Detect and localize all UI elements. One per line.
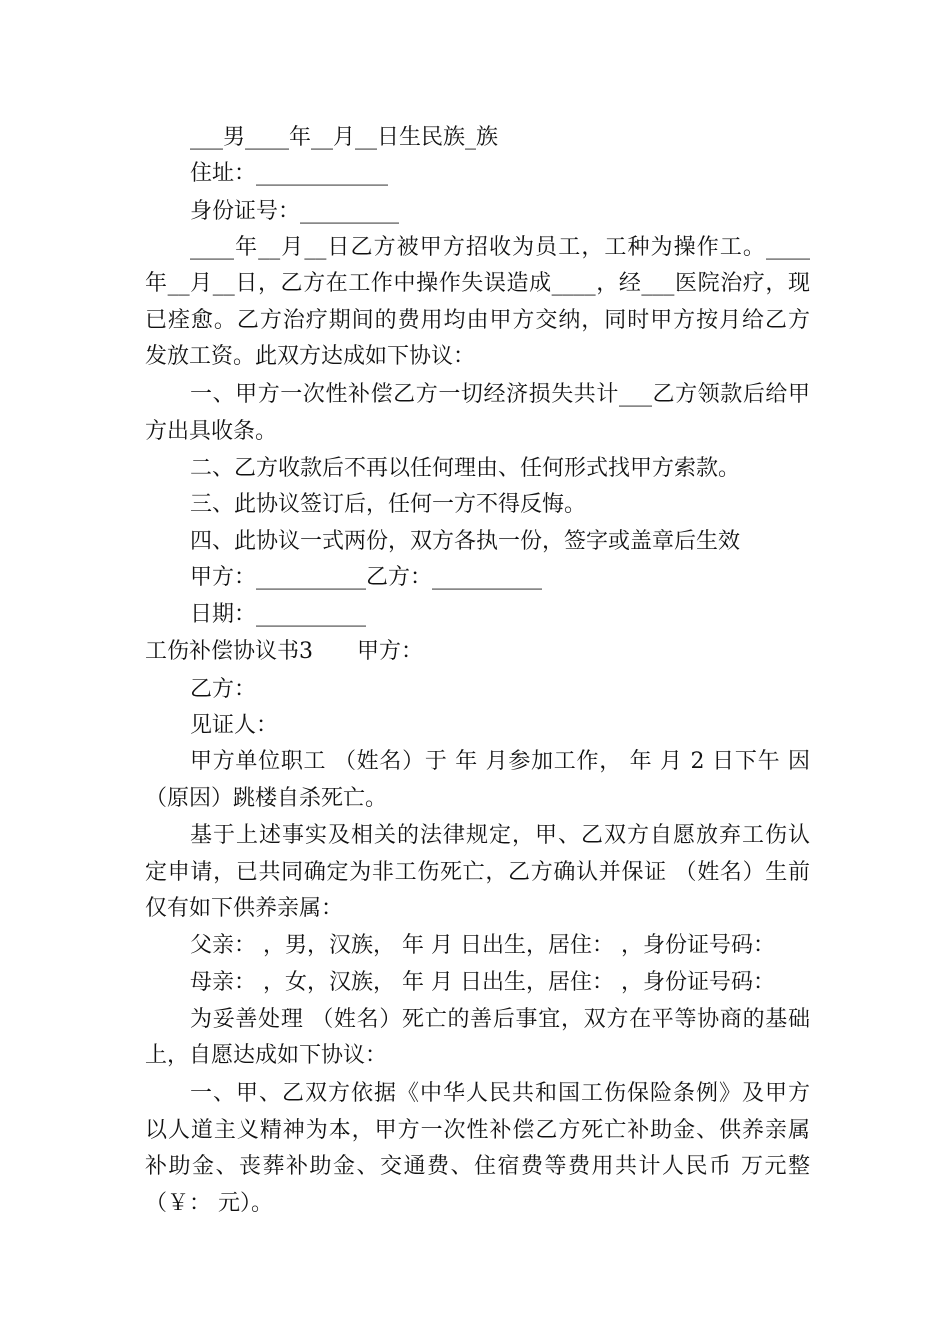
text-line-6: 已痊愈。乙方治疗期间的费用均由甲方交纳，同时甲方按月给乙方	[145, 308, 810, 333]
text-line-27: 一、甲、乙双方依据《中华人民共和国工伤保险条例》及甲方	[190, 1081, 810, 1106]
text-line-17: 见证人：	[190, 713, 279, 738]
text-line-18: 甲方单位职工 （姓名）于 年 月参加工作， 年 月 2 日下午 因	[190, 749, 810, 774]
text-line-20: 基于上述事实及相关的法律规定，甲、乙双方自愿放弃工伤认	[190, 823, 810, 848]
text-line-12: 四、此协议一式两份，双方各执一份，签字或盖章后生效	[190, 529, 741, 554]
text-line-15: 工伤补偿协议书3 甲方：	[145, 639, 423, 664]
text-line-2: 住址：____________	[190, 161, 389, 186]
text-line-30: （￥： 元）。	[145, 1191, 273, 1216]
text-line-11: 三、此协议签订后，任何一方不得反悔。	[190, 492, 587, 517]
text-line-22: 仅有如下供养亲属：	[145, 896, 344, 921]
text-line-19: （原因）跳楼自杀死亡。	[145, 786, 388, 811]
text-line-3: 身份证号：_________	[190, 199, 400, 224]
text-line-13: 甲方：__________乙方：__________	[190, 565, 543, 590]
text-line-25: 为妥善处理 （姓名）死亡的善后事宜，双方在平等协商的基础	[190, 1007, 810, 1032]
text-line-5: 年__月__日，乙方在工作中操作失误造成____，经___医院治疗，现	[145, 271, 810, 296]
text-line-9: 方出具收条。	[145, 419, 278, 444]
text-line-14: 日期：__________	[190, 602, 367, 627]
text-line-26: 上，自愿达成如下协议：	[145, 1043, 388, 1068]
text-line-8: 一、甲方一次性补偿乙方一切经济损失共计___乙方领款后给甲	[190, 382, 810, 407]
text-line-24: 母亲： ，女，汉族， 年 月 日出生，居住： ，身份证号码：	[190, 970, 775, 995]
text-line-23: 父亲： ，男，汉族， 年 月 日出生，居住： ，身份证号码：	[190, 933, 775, 958]
text-line-7: 发放工资。此双方达成如下协议：	[145, 344, 476, 369]
text-line-28: 以人道主义精神为本，甲方一次性补偿乙方死亡补助金、供养亲属	[145, 1118, 810, 1143]
text-line-10: 二、乙方收款后不再以任何理由、任何形式找甲方索款。	[190, 456, 741, 481]
text-line-1: ___男____年__月__日生民族_族	[190, 125, 499, 150]
text-line-29: 补助金、丧葬补助金、交通费、住宿费等费用共计人民币 万元整	[145, 1154, 810, 1179]
text-line-4: ____年__月__日乙方被甲方招收为员工，工种为操作工。____	[190, 235, 810, 260]
text-line-21: 定申请，已共同确定为非工伤死亡，乙方确认并保证 （姓名）生前	[145, 860, 810, 885]
text-line-16: 乙方：	[190, 677, 257, 702]
